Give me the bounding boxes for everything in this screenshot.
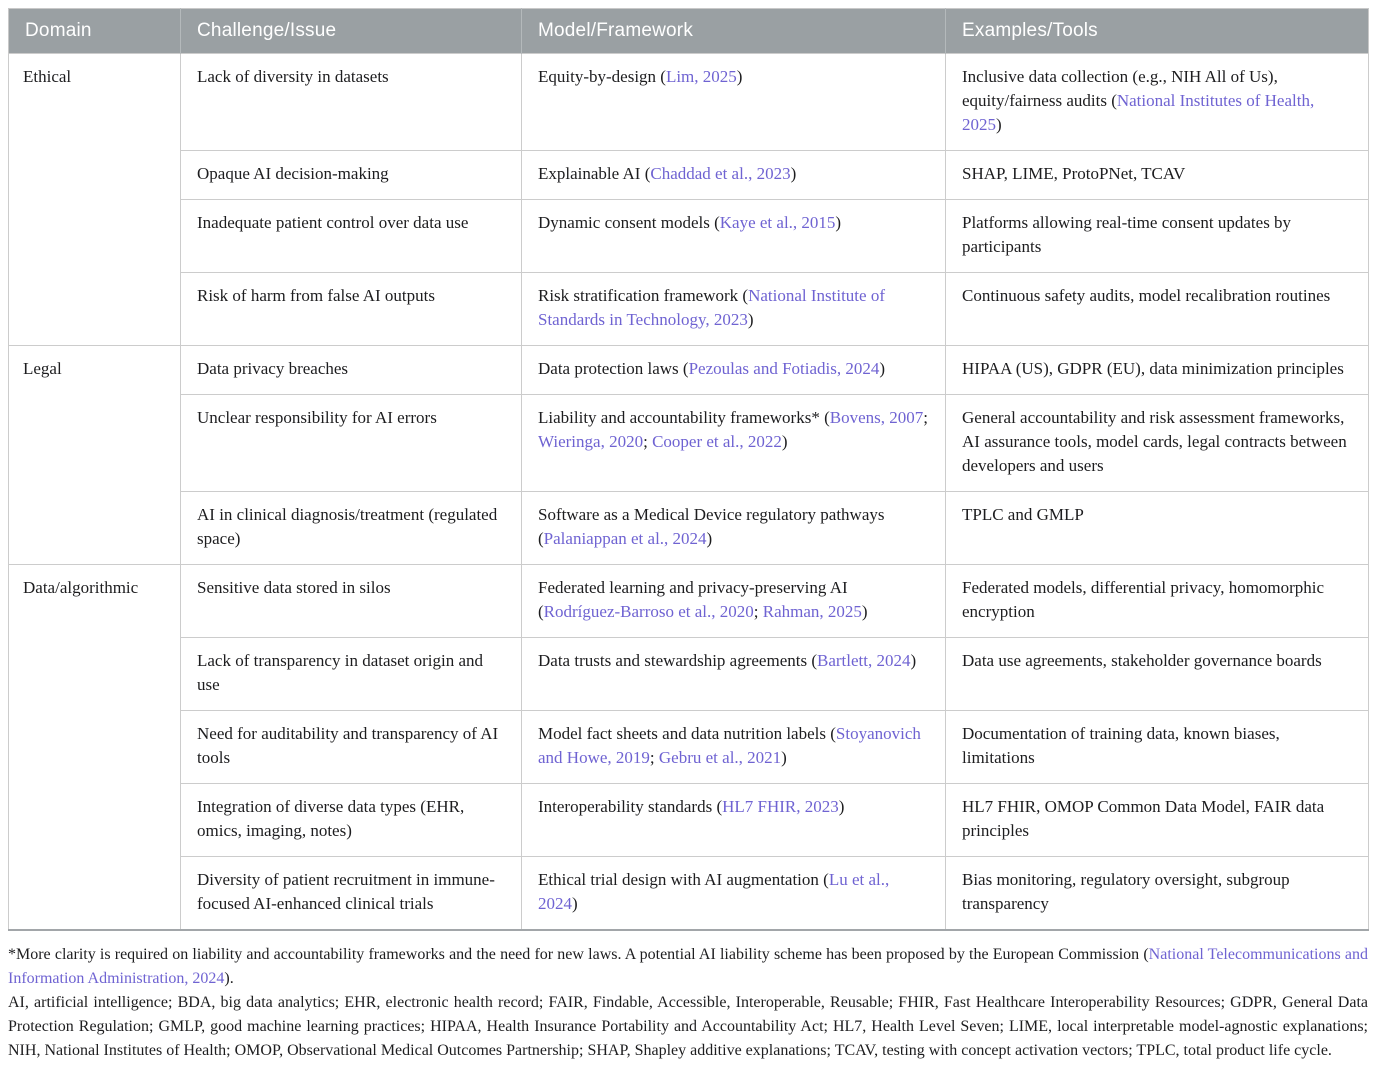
model-cell: Liability and accountability frameworks* (Bovens, 2007; Wieringa, 2020; Cooper et al., 2022) [522,395,946,492]
table-row [9,492,1369,565]
model-cell: Interoperability standards (HL7 FHIR, 2023) [522,784,946,857]
model-cell: Data protection laws (Pezoulas and Fotiadis, 2024) [522,346,946,395]
model-cell: Dynamic consent models (Kaye et al., 2015) [522,200,946,273]
model-cell: Ethical trial design with AI augmentation (Lu et al., 2024) [522,857,946,931]
citation-link[interactable]: Gebru et al., 2021 [658,748,782,767]
table-row [9,346,1369,395]
examples-cell: General accountability and risk assessment frameworks, AI assurance tools, model cards, legal contracts between developers and users [946,395,1369,492]
examples-cell: Platforms allowing real-time consent updates by participants [946,200,1369,273]
challenge-cell: Diversity of patient recruitment in immune-focused AI-enhanced clinical trials [181,857,522,931]
challenge-cell: Opaque AI decision-making [181,151,522,200]
column-header-challenge: Challenge/Issue [181,9,522,54]
citation-link[interactable]: National Institutes of Health, 2025 [962,91,1315,134]
model-cell: Equity-by-design (Lim, 2025) [522,54,946,151]
column-header-model: Model/Framework [522,9,946,54]
examples-cell: Data use agreements, stakeholder governance boards [946,638,1369,711]
challenge-cell: Lack of diversity in datasets [181,54,522,151]
examples-cell: Bias monitoring, regulatory oversight, subgroup transparency [946,857,1369,931]
table-header [9,9,1369,54]
footnote: *More clarity is required on liability and accountability frameworks and the need for new laws. A potential AI liability scheme has been proposed by the European Commission (National Telecommunications and Information Administration, 2024). [8,946,1369,987]
examples-cell: Federated models, differential privacy, homomorphic encryption [946,565,1369,638]
table-row [9,565,1369,638]
examples-cell: Continuous safety audits, model recalibration routines [946,273,1369,346]
citation-link[interactable]: Rodríguez-Barroso et al., 2020 [543,602,754,621]
table-row [9,273,1369,346]
table-row [9,200,1369,273]
examples-cell: Documentation of training data, known biases, limitations [946,711,1369,784]
examples-cell: SHAP, LIME, ProtoPNet, TCAV [946,151,1369,200]
model-cell: Risk stratification framework (National Institute of Standards in Technology, 2023) [522,273,946,346]
challenge-cell: Risk of harm from false AI outputs [181,273,522,346]
table-row [9,638,1369,711]
domain-cell: Ethical [9,54,181,346]
examples-cell: HIPAA (US), GDPR (EU), data minimization principles [946,346,1369,395]
model-cell: Explainable AI (Chaddad et al., 2023) [522,151,946,200]
challenge-cell: Inadequate patient control over data use [181,200,522,273]
footnote: AI, artificial intelligence; BDA, big data analytics; EHR, electronic health record; FAIR, Findable, Accessible, Interoperable, Reusable; FHIR, Fast Healthcare Interoperability Resources; GDPR, General Data Protection Regulation; GMLP, good machine learning practices; HIPAA, Health Insurance Portability and Accountability Act; HL7, Health Level Seven; LIME, local interpretable model-agnostic explanations; NIH, National Institutes of Health; OMOP, Observational Medical Outcomes Partnership; SHAP, Shapley additive explanations; TCAV, testing with concept activation vectors; TPLC, total product life cycle. [8,994,1368,1059]
table-row [9,54,1369,151]
challenge-cell: Sensitive data stored in silos [181,565,522,638]
citation-link[interactable]: Lu et al., 2024 [538,870,890,913]
table-row [9,395,1369,492]
challenge-cell: AI in clinical diagnosis/treatment (regulated space) [181,492,522,565]
table-row [9,784,1369,857]
model-cell: Software as a Medical Device regulatory pathways (Palaniappan et al., 2024) [522,492,946,565]
column-header-examples: Examples/Tools [946,9,1369,54]
table-row [9,151,1369,200]
citation-link[interactable]: HL7 FHIR, 2023 [722,797,839,816]
challenge-cell: Lack of transparency in dataset origin and use [181,638,522,711]
citation-link[interactable]: Wieringa, 2020 [538,432,644,451]
footnotes [8,943,1368,1063]
challenge-cell: Integration of diverse data types (EHR, omics, imaging, notes) [181,784,522,857]
examples-cell: Inclusive data collection (e.g., NIH All of Us), equity/fairness audits (National Institutes of Health, 2025) [946,54,1369,151]
examples-cell: HL7 FHIR, OMOP Common Data Model, FAIR data principles [946,784,1369,857]
challenge-cell: Need for auditability and transparency of AI tools [181,711,522,784]
citation-link[interactable]: Rahman, 2025 [762,602,862,621]
challenges-table [8,8,1369,931]
citation-link[interactable]: Pezoulas and Fotiadis, 2024 [688,359,880,378]
examples-cell: TPLC and GMLP [946,492,1369,565]
model-cell: Federated learning and privacy-preserving AI (Rodríguez-Barroso et al., 2020; Rahman, 2025) [522,565,946,638]
model-cell: Model fact sheets and data nutrition labels (Stoyanovich and Howe, 2019; Gebru et al., 2021) [522,711,946,784]
citation-link[interactable]: Stoyanovich and Howe, 2019 [538,724,921,767]
citation-link[interactable]: Cooper et al., 2022 [652,432,782,451]
column-header-domain: Domain [9,9,181,54]
domain-cell: Legal [9,346,181,565]
citation-link[interactable]: Palaniappan et al., 2024 [543,529,707,548]
citation-link[interactable]: Bartlett, 2024 [817,651,911,670]
domain-cell: Data/algorithmic [9,565,181,931]
citation-link[interactable]: Chaddad et al., 2023 [650,164,791,183]
citation-link[interactable]: Lim, 2025 [665,67,737,86]
model-cell: Data trusts and stewardship agreements (Bartlett, 2024) [522,638,946,711]
citation-link[interactable]: Bovens, 2007 [829,408,924,427]
header-row [9,9,1369,54]
table-body [9,54,1369,931]
citation-link[interactable]: National Institute of Standards in Technology, 2023 [538,286,885,329]
citation-link[interactable]: Kaye et al., 2015 [719,213,836,232]
table-row [9,711,1369,784]
challenge-cell: Data privacy breaches [181,346,522,395]
citation-link[interactable]: National Telecommunications and Information Administration, 2024 [8,946,1369,987]
challenge-cell: Unclear responsibility for AI errors [181,395,522,492]
table-row [9,857,1369,931]
